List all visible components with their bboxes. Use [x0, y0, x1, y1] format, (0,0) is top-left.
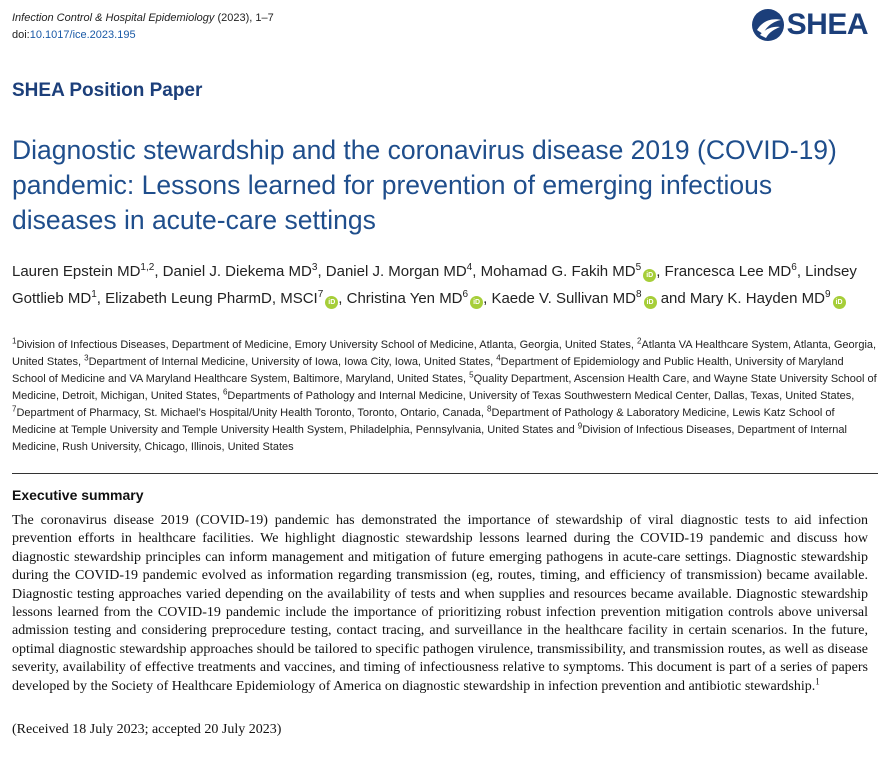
author-affiliation-sup: 6 [462, 289, 469, 300]
affiliation-sup: 8 [487, 404, 492, 414]
summary-footnote: 1 [815, 676, 820, 686]
author-affiliation-sup: 3 [311, 262, 318, 273]
shea-globe-icon [751, 8, 785, 42]
orcid-icon[interactable]: iD [325, 296, 338, 309]
author-separator: , [656, 263, 665, 280]
author-separator: , [472, 263, 481, 280]
logo-text: SHEA [786, 8, 868, 41]
doi-link[interactable]: 10.1017/ice.2023.195 [29, 29, 136, 41]
author-affiliation-sup: 9 [824, 289, 831, 300]
author-separator: , [796, 263, 806, 280]
paper-type: SHEA Position Paper [12, 80, 203, 101]
author-separator: , [96, 290, 106, 307]
affiliations [12, 337, 878, 456]
orcid-icon[interactable]: iD [470, 296, 483, 309]
orcid-icon[interactable]: iD [833, 296, 846, 309]
author-list [12, 258, 878, 312]
author-name: Lauren Epstein MD [12, 263, 141, 280]
summary-heading: Executive summary [12, 487, 144, 503]
affiliation-sup: 5 [469, 370, 474, 380]
affiliation-sup: 2 [637, 336, 642, 346]
author-affiliation-sup: 6 [791, 262, 797, 273]
author-affiliation-sup: 5 [635, 262, 642, 273]
author-affiliation-sup: 7 [317, 289, 324, 300]
summary-body [12, 512, 868, 696]
author-name: Kaede V. Sullivan MD [491, 290, 636, 307]
author-name: Christina Yen MD [346, 290, 463, 307]
orcid-icon[interactable]: iD [644, 296, 657, 309]
author-separator: , [483, 290, 492, 307]
author-affiliation-sup: 1,2 [140, 262, 155, 273]
shea-logo [751, 8, 868, 42]
affiliation-text: Department of Epidemiology and Public Health, University of Maryland School of Medicine and VA Maryland Healthcare System, Baltimore, Maryland, United States, [12, 356, 844, 385]
affiliation-text: Quality Department, Ascension Health Care, and Wayne State University School of Medicine, Detroit, Michigan, United States, [12, 373, 877, 402]
section-divider [12, 473, 878, 474]
author-name: Francesca Lee MD [664, 263, 792, 280]
author-separator: and [656, 290, 690, 307]
affiliation-sup: 3 [84, 353, 89, 363]
affiliation-text: Division of Infectious Diseases, Department of Medicine, Emory University School of Medicine, Atlanta, Georgia, United States, [16, 339, 638, 351]
journal-citation [12, 10, 274, 44]
affiliation-text: Department of Internal Medicine, University of Iowa, Iowa City, Iowa, United States, [88, 356, 497, 368]
affiliation-text: Division of Infectious Diseases, Department of Internal Medicine, Rush University, Chicago, Illinois, United States [12, 424, 847, 453]
affiliation-text: Atlanta VA Healthcare System, Atlanta, Georgia, United States, [12, 339, 877, 368]
author-separator: , [338, 290, 347, 307]
doi-label: doi: [12, 29, 30, 41]
journal-meta: (2023), 1–7 [214, 12, 274, 24]
article-title: Diagnostic stewardship and the coronavirus disease 2019 (COVID-19) pandemic: Lessons learned for prevention of emerging infectious diseases in acute-care settings [12, 135, 837, 235]
affiliation-sup: 1 [12, 336, 17, 346]
affiliation-text: Department of Pathology & Laboratory Medicine, Lewis Katz School of Medicine at Temple University and Temple University Health System, Philadelphia, Pennsylvania, United States and [12, 407, 835, 436]
affiliation-text: Department of Pharmacy, St. Michael’s Hospital/Unity Health Toronto, Toronto, Ontario, Canada, [16, 407, 488, 419]
author-separator: , [317, 263, 326, 280]
affiliation-sup: 7 [12, 404, 17, 414]
summary-text: The coronavirus disease 2019 (COVID-19) pandemic has demonstrated the importance of stewardship of viral diagnostic tests to aid infection prevention efforts in healthcare facilities. We highlight diagnostic stewardship lessons learned during the COVID-19 pandemic and discuss how diagnostic stewardship principles can inform management and mitigation of future emerging pathogens in acute-care settings. Diagnostic stewardship during the COVID-19 pandemic evolved as information regarding transmission (eg, routes, timing, and efficiency of transmission) became available. Diagnostic testing approaches varied depending on the availability of tests and when supplies and resources became available. Diagnostic stewardship lessons learned from the COVID-19 pandemic include the importance of prioritizing robust infection prevention mitigation controls above universal admission testing and considering preprocedure testing, contact tracing, and surveillance in the healthcare facility in certain scenarios. In the future, optimal diagnostic stewardship approaches should be tailored to specific pathogen virulence, transmissibility, and transmission routes, as well as disease severity, availability of effective treatments and vaccines, and timing of infectiousness relative to symptoms. This document is part of a series of papers developed by the Society of Healthcare Epidemiology of America on diagnostic stewardship in infection prevention and antibiotic stewardship. [12, 513, 868, 694]
author-separator: , [154, 263, 163, 280]
journal-name: Infection Control & Hospital Epidemiology [12, 12, 215, 24]
orcid-icon[interactable]: iD [643, 269, 656, 282]
author-name: Mary K. Hayden MD [689, 290, 825, 307]
affiliation-sup: 9 [577, 421, 583, 431]
affiliation-sup: 6 [222, 387, 228, 397]
author-affiliation-sup: 8 [635, 289, 642, 300]
affiliation-sup: 4 [496, 353, 501, 363]
author-affiliation-sup: 4 [466, 262, 473, 273]
author-name: Elizabeth Leung PharmD, MSCI [105, 290, 318, 307]
author-name: Mohamad G. Fakih MD [480, 263, 636, 280]
author-name: Lindsey Gottlieb MD [12, 263, 857, 307]
author-name: Daniel J. Morgan MD [325, 263, 467, 280]
received-dates: (Received 18 July 2023; accepted 20 July 2023) [12, 722, 282, 737]
author-name: Daniel J. Diekema MD [162, 263, 312, 280]
author-affiliation-sup: 1 [91, 289, 97, 300]
affiliation-text: Departments of Pathology and Internal Medicine, University of Texas Southwestern Medical Center, Dallas, Texas, United States, [227, 390, 855, 402]
